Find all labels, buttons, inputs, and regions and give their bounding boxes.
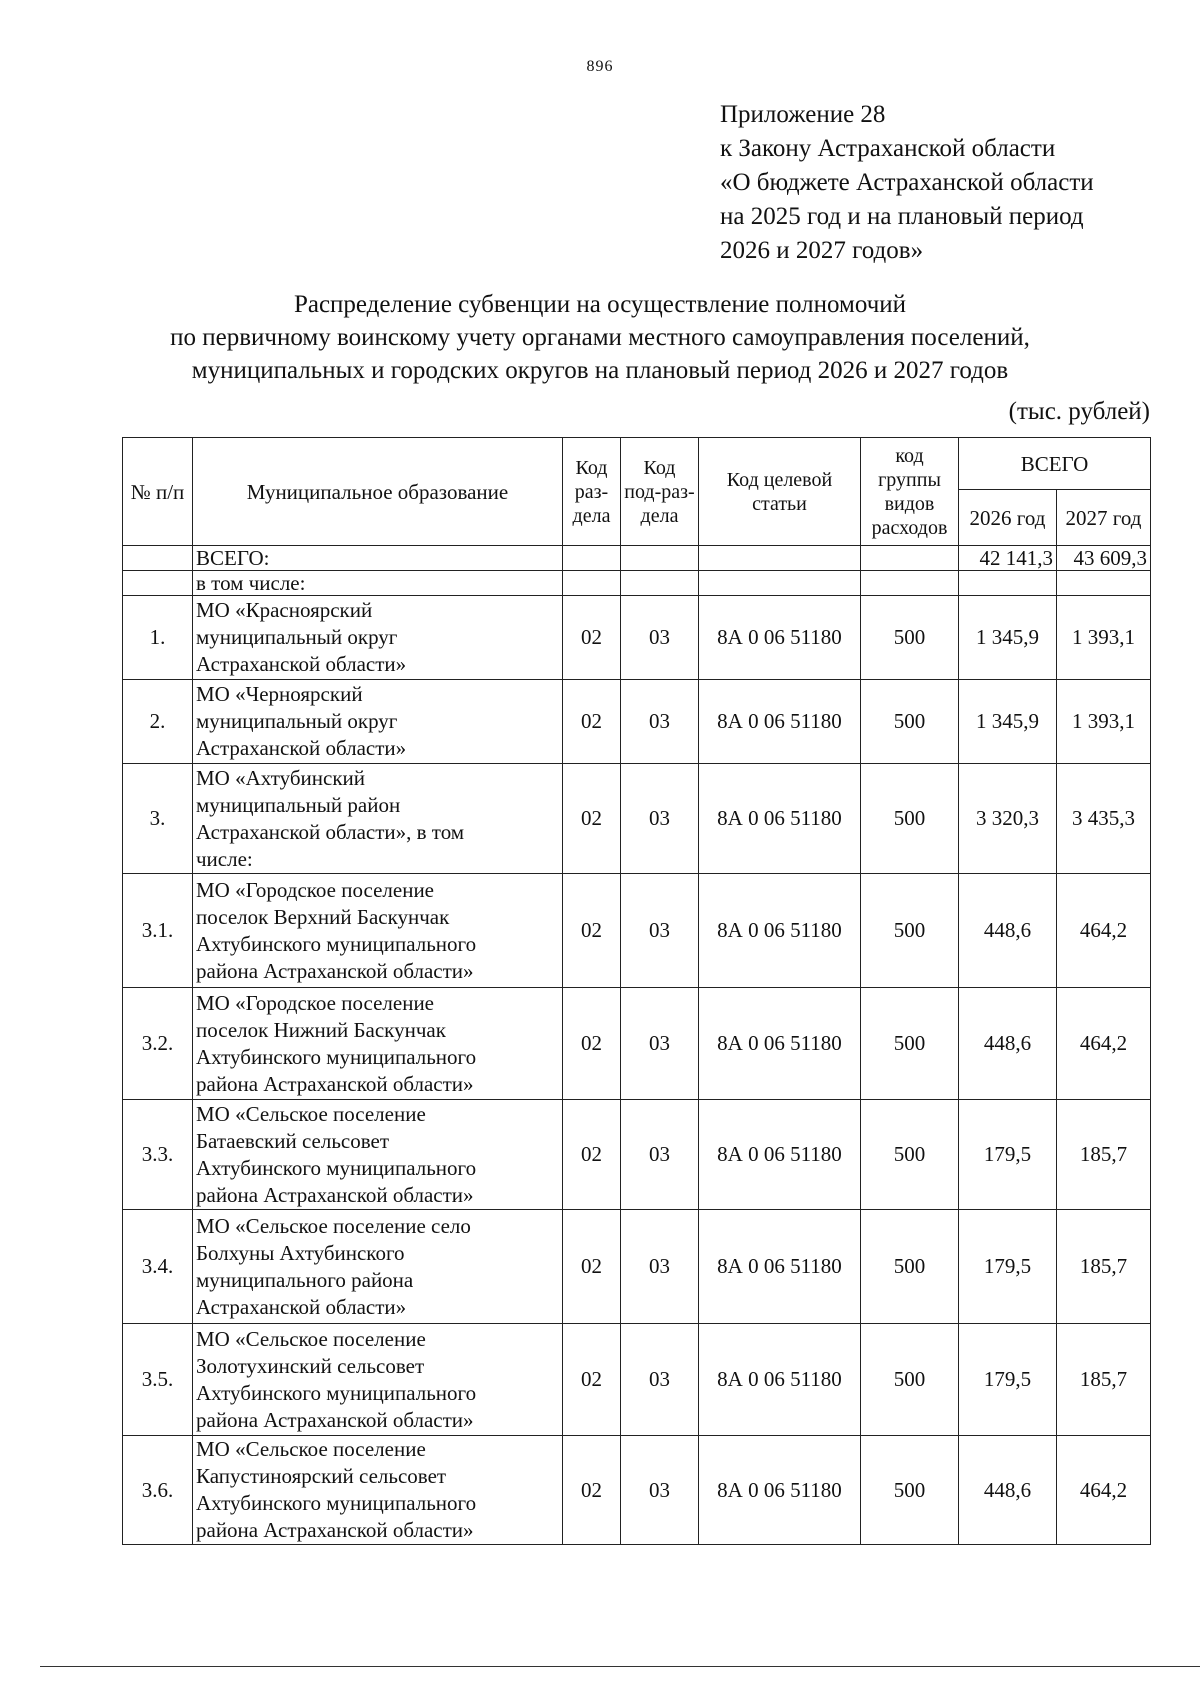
- header-subsection: Код под-раз-дела: [621, 438, 699, 546]
- row-name-line: Ахтубинского муниципального: [196, 1044, 477, 1069]
- page-number: 896: [586, 58, 614, 75]
- row-target: 8А 0 06 51180: [699, 1210, 861, 1324]
- row-subsection: 03: [621, 874, 699, 988]
- row-2026: 448,6: [959, 874, 1057, 988]
- table-row: [123, 596, 1151, 680]
- title-line: Распределение субвенции на осуществление полномочий: [293, 291, 907, 318]
- title-line: по первичному воинскому учету органами местного самоуправления поселений,: [170, 324, 1030, 351]
- row-target: 8А 0 06 51180: [699, 764, 861, 874]
- table-row: [123, 1324, 1151, 1436]
- row-name-line: Астраханской области», в том: [196, 819, 465, 844]
- row-name-line: Астраханской области»: [196, 736, 407, 760]
- row-2026: 179,5: [959, 1210, 1057, 1324]
- row-target: 8А 0 06 51180: [699, 874, 861, 988]
- row-number: 3.4.: [123, 1210, 193, 1324]
- row-2026: 448,6: [959, 988, 1057, 1100]
- header-num: № п/п: [123, 438, 193, 546]
- row-group: 500: [861, 764, 959, 874]
- row-target: 8А 0 06 51180: [699, 988, 861, 1100]
- row-name: [193, 1210, 563, 1324]
- table-row: [123, 1210, 1151, 1324]
- row-number: 3.: [123, 764, 193, 874]
- row-name-line: района Астраханской области»: [196, 1071, 474, 1096]
- row-name: [193, 874, 563, 988]
- row-name-line: Золотухинский сельсовет: [196, 1353, 425, 1378]
- appendix-line: на 2025 год и на плановый период: [720, 203, 1084, 230]
- row-target: 8А 0 06 51180: [699, 680, 861, 764]
- row-2026: 1 345,9: [959, 596, 1057, 680]
- row-name: [193, 680, 563, 764]
- row-number: 3.2.: [123, 988, 193, 1100]
- row-name-line: Астраханской области»: [196, 652, 407, 676]
- appendix-line: «О бюджете Астраханской области: [720, 169, 1094, 196]
- footer-rule: [40, 1666, 1200, 1667]
- row-2026: 179,5: [959, 1324, 1057, 1436]
- row-number: 3.5.: [123, 1324, 193, 1436]
- row-2026: 448,6: [959, 1436, 1057, 1545]
- row-section: 02: [563, 988, 621, 1100]
- row-name: [193, 1436, 563, 1545]
- row-target: 8А 0 06 51180: [699, 596, 861, 680]
- appendix-line: 2026 и 2027 годов»: [720, 237, 924, 264]
- header-target: Код целевой статьи: [699, 438, 861, 546]
- row-target: 8А 0 06 51180: [699, 1324, 861, 1436]
- document-title: [0, 288, 1200, 387]
- row-name-line: Батаевский сельсовет: [196, 1128, 390, 1153]
- row-2027: 464,2: [1057, 874, 1151, 988]
- row-group: 500: [861, 1100, 959, 1210]
- row-name-line: Ахтубинского муниципального: [196, 931, 477, 956]
- row-section: 02: [563, 874, 621, 988]
- table-row: [123, 874, 1151, 988]
- header-year-2027: 2027 год: [1057, 490, 1151, 546]
- appendix-line: Приложение 28: [720, 101, 886, 128]
- total-2027: 43 609,3: [1057, 546, 1151, 571]
- row-group: 500: [861, 1210, 959, 1324]
- row-name-line: числе:: [196, 846, 253, 871]
- table-row: [123, 764, 1151, 874]
- row-name-line: муниципальный район: [196, 792, 401, 817]
- row-name-line: поселок Верхний Баскунчак: [196, 904, 450, 929]
- row-name-line: района Астраханской области»: [196, 1182, 474, 1207]
- row-group: 500: [861, 988, 959, 1100]
- table-row: [123, 988, 1151, 1100]
- row-section: 02: [563, 596, 621, 680]
- row-name-line: МО «Ахтубинский: [196, 765, 366, 790]
- header-section: Код раз-дела: [563, 438, 621, 546]
- including-label: в том числе:: [193, 571, 563, 596]
- row-group: 500: [861, 1324, 959, 1436]
- row-section: 02: [563, 764, 621, 874]
- row-section: 02: [563, 1210, 621, 1324]
- table-row: [123, 1100, 1151, 1210]
- row-subsection: 03: [621, 1100, 699, 1210]
- header-group: код группы видов расходов: [861, 438, 959, 546]
- row-target: 8А 0 06 51180: [699, 1436, 861, 1545]
- row-2027: 464,2: [1057, 1436, 1151, 1545]
- row-name-line: МО «Сельское поселение: [196, 1326, 426, 1351]
- total-row: [123, 546, 1151, 571]
- including-row: [123, 571, 1151, 596]
- row-number: 3.3.: [123, 1100, 193, 1210]
- row-section: 02: [563, 1100, 621, 1210]
- row-2027: 1 393,1: [1057, 680, 1151, 764]
- row-number: 1.: [123, 596, 193, 680]
- appendix-line: к Закону Астраханской области: [720, 135, 1056, 162]
- total-2026: 42 141,3: [959, 546, 1057, 571]
- header-total: ВСЕГО: [959, 438, 1151, 490]
- row-2027: 185,7: [1057, 1324, 1151, 1436]
- subvention-table: [122, 437, 1151, 1545]
- row-subsection: 03: [621, 1210, 699, 1324]
- row-name-line: муниципального района: [196, 1267, 414, 1292]
- row-name-line: района Астраханской области»: [196, 1518, 474, 1542]
- row-number: 3.1.: [123, 874, 193, 988]
- row-name-line: района Астраханской области»: [196, 958, 474, 983]
- row-name-line: района Астраханской области»: [196, 1407, 474, 1432]
- row-name-line: МО «Черноярский: [196, 682, 363, 706]
- row-name: [193, 764, 563, 874]
- row-number: 3.6.: [123, 1436, 193, 1545]
- row-subsection: 03: [621, 988, 699, 1100]
- row-name-line: Астраханской области»: [196, 1294, 407, 1319]
- row-name-line: муниципальный округ: [196, 709, 398, 733]
- row-name-line: муниципальный округ: [196, 625, 398, 649]
- table-body: [123, 596, 1151, 1545]
- row-group: 500: [861, 874, 959, 988]
- row-group: 500: [861, 1436, 959, 1545]
- row-2027: 1 393,1: [1057, 596, 1151, 680]
- row-name-line: МО «Городское поселение: [196, 990, 435, 1015]
- row-section: 02: [563, 1436, 621, 1545]
- row-name-line: Ахтубинского муниципального: [196, 1380, 477, 1405]
- units-label: (тыс. рублей): [1008, 398, 1150, 425]
- row-2026: 3 320,3: [959, 764, 1057, 874]
- table-row: [123, 680, 1151, 764]
- row-name-line: МО «Красноярский: [196, 598, 373, 622]
- row-2026: 179,5: [959, 1100, 1057, 1210]
- row-name-line: Капустиноярский сельсовет: [196, 1464, 447, 1488]
- row-name-line: МО «Городское поселение: [196, 877, 435, 902]
- row-name: [193, 988, 563, 1100]
- table-row: [123, 1436, 1151, 1545]
- total-label: ВСЕГО:: [193, 546, 563, 571]
- row-2026: 1 345,9: [959, 680, 1057, 764]
- row-target: 8А 0 06 51180: [699, 1100, 861, 1210]
- row-group: 500: [861, 680, 959, 764]
- row-name: [193, 596, 563, 680]
- row-name: [193, 1324, 563, 1436]
- row-name-line: Ахтубинского муниципального: [196, 1491, 477, 1515]
- row-name-line: Болхуны Ахтубинского: [196, 1240, 405, 1265]
- row-2027: 185,7: [1057, 1100, 1151, 1210]
- row-name-line: Ахтубинского муниципального: [196, 1155, 477, 1180]
- row-subsection: 03: [621, 596, 699, 680]
- row-name-line: МО «Сельское поселение село: [196, 1213, 471, 1238]
- row-name-line: МО «Сельское поселение: [196, 1437, 426, 1461]
- row-2027: 185,7: [1057, 1210, 1151, 1324]
- row-name: [193, 1100, 563, 1210]
- row-section: 02: [563, 1324, 621, 1436]
- row-subsection: 03: [621, 1324, 699, 1436]
- appendix-reference: [720, 98, 1094, 268]
- row-2027: 3 435,3: [1057, 764, 1151, 874]
- row-subsection: 03: [621, 1436, 699, 1545]
- header-name: Муниципальное образование: [193, 438, 563, 546]
- row-subsection: 03: [621, 764, 699, 874]
- row-section: 02: [563, 680, 621, 764]
- title-line: муниципальных и городских округов на плановый период 2026 и 2027 годов: [191, 357, 1009, 384]
- row-name-line: поселок Нижний Баскунчак: [196, 1017, 446, 1042]
- row-group: 500: [861, 596, 959, 680]
- row-2027: 464,2: [1057, 988, 1151, 1100]
- row-subsection: 03: [621, 680, 699, 764]
- row-name-line: МО «Сельское поселение: [196, 1101, 426, 1126]
- row-number: 2.: [123, 680, 193, 764]
- header-year-2026: 2026 год: [959, 490, 1057, 546]
